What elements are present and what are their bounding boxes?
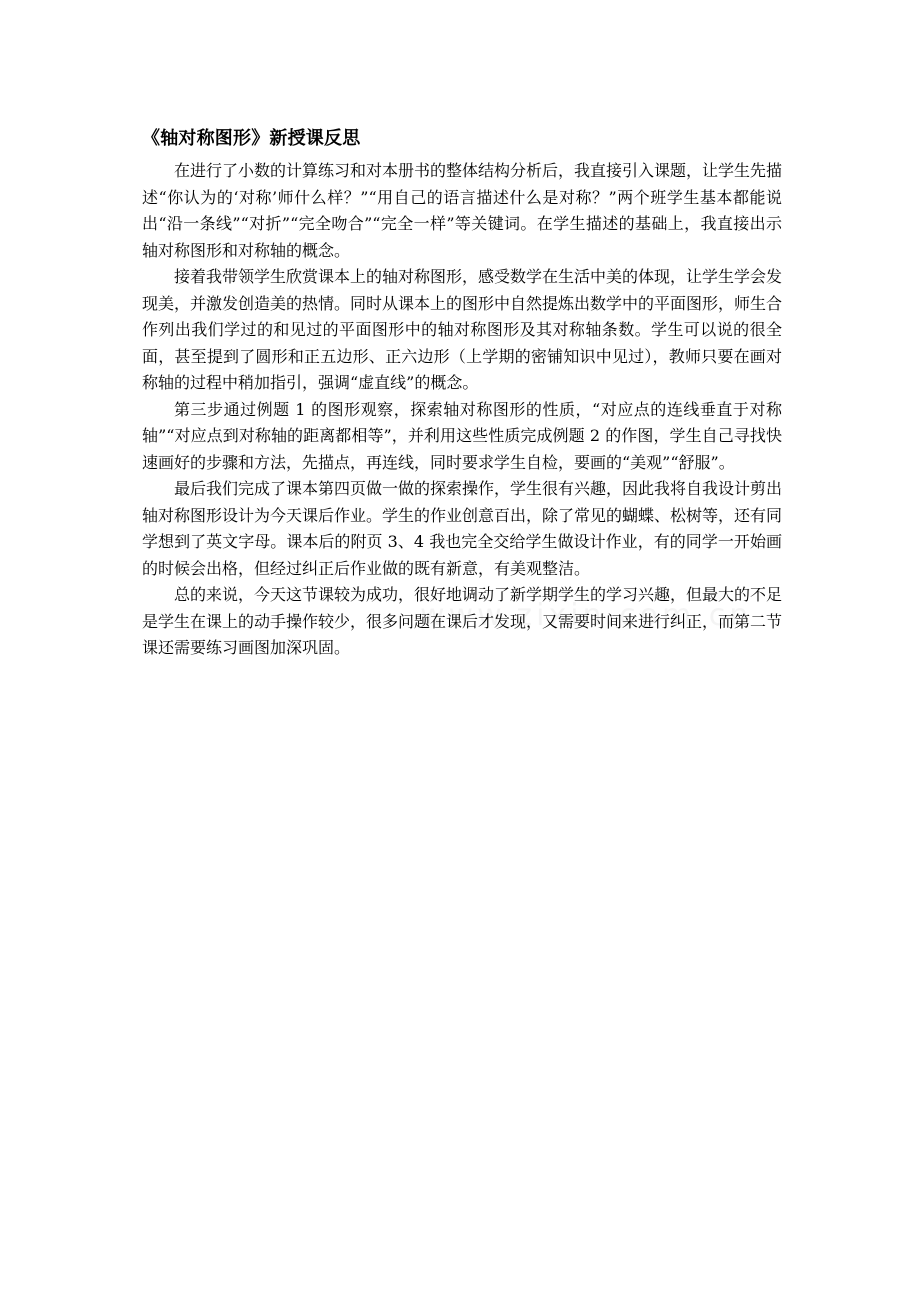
paragraph-2: 接着我带领学生欣赏课本上的轴对称图形，感受数学在生活中美的体现，让学生学会发现美，并激发创造美的热情。同时从课本上的图形中自然提炼出数学中的平面图形，师生合作列出我们学过的和见过的平面图形中的轴对称图形及其对称轴条数。学生可以说的很全面，甚至提到了圆形和正五边形、正六边形（上学期的密铺知识中见过），教师只要在画对称轴的过程中稍加指引，强调“虚直线”的概念。 xyxy=(142,267,783,392)
paragraph-3: 第三步通过例题 1 的图形观察，探索轴对称图形的性质，“对应点的连线垂直于对称轴”“对应点到对称轴的距离都相等”，并利用这些性质完成例题 2 的作图，学生自己寻找快速画好的步骤和方法，先描点，再连线，同时要求学生自检，要画的“美观”“舒服”。 xyxy=(142,399,782,472)
paragraph-1: 在进行了小数的计算练习和对本册书的整体结构分析后，我直接引入课题，让学生先描述“你认为的‘对称’师什么样？”“用自己的语言描述什么是对称？”两个班学生基本都能说出“沿一条线”“对折”“完全吻合”“完全一样”等关键词。在学生描述的基础上，我直接出示轴对称图形和对称轴的概念。 xyxy=(142,161,783,260)
document-body xyxy=(142,126,782,662)
paragraph-5: 总的来说，今天这节课较为成功，很好地调动了新学期学生的学习兴趣，但最大的不足是学生在课上的动手操作较少，很多问题在课后才发现，又需要时间来进行纠正，而第二节课还需要练习画图加深巩固。 xyxy=(142,585,783,657)
paragraph-4: 最后我们完成了课本第四页做一做的探索操作，学生很有兴趣，因此我将自我设计剪出轴对称图形设计为今天课后作业。学生的作业创意百出，除了常见的蝴蝶、松树等，还有同学想到了英文字母。课本后的附页 3、4 我也完全交给学生做设计作业，有的同学一开始画的时候会出格，但经过纠正后作业做的既有新意，有美观整洁。 xyxy=(142,479,783,578)
document-title: 《轴对称图形》新授课反思 xyxy=(142,128,361,149)
